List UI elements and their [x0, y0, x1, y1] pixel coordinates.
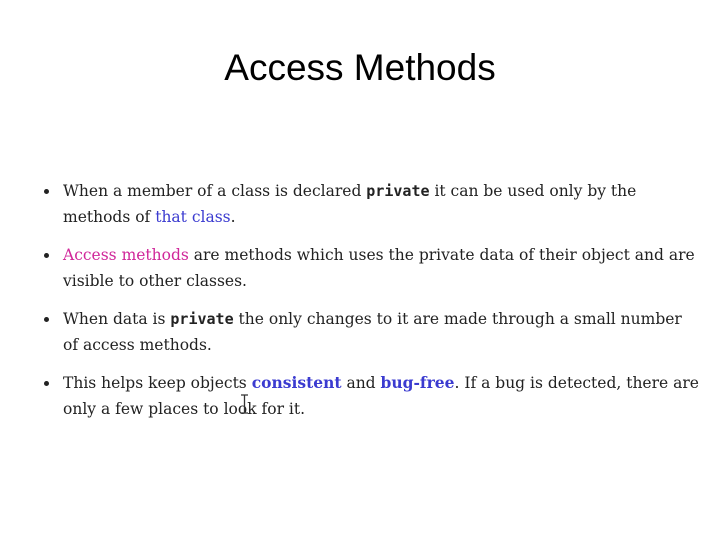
- bullet-dot-icon: [44, 253, 49, 258]
- bullet-text: the only changes to it are made through a small number of access methods.: [63, 310, 682, 354]
- bullet-text: are methods which uses the private data of their object and are visible to other classes.: [63, 246, 695, 290]
- bullet-text: it can be used only by the methods of: [63, 182, 637, 226]
- bullet-item-2: [40, 242, 700, 294]
- bullet-text: . If a bug is detected, there are only a few places to look for it.: [63, 374, 699, 418]
- bullet-dot-icon: [44, 317, 49, 322]
- bullet-item-4: [40, 370, 700, 422]
- bullet-text: When a member of a class is declared: [63, 182, 367, 200]
- bullet-dot-icon: [44, 189, 49, 194]
- slide-title: Access Methods: [224, 47, 496, 88]
- bullet-text: This helps keep objects: [63, 374, 252, 392]
- highlight-text: Access methods: [63, 246, 189, 264]
- bullet-list: [40, 178, 700, 434]
- text-cursor-icon: [240, 394, 249, 414]
- bullet-text: .: [230, 208, 236, 226]
- bullet-dot-icon: [44, 381, 49, 386]
- bullet-text: and: [341, 374, 381, 392]
- bullet-text: When data is: [63, 310, 171, 328]
- bullet-item-3: [40, 306, 700, 358]
- highlight-text: consistent: [251, 373, 342, 392]
- code-keyword: private: [366, 182, 430, 200]
- code-keyword: private: [170, 310, 234, 328]
- highlight-text: that class: [155, 208, 231, 226]
- highlight-text: bug-free: [380, 373, 455, 392]
- bullet-item-1: [40, 178, 700, 230]
